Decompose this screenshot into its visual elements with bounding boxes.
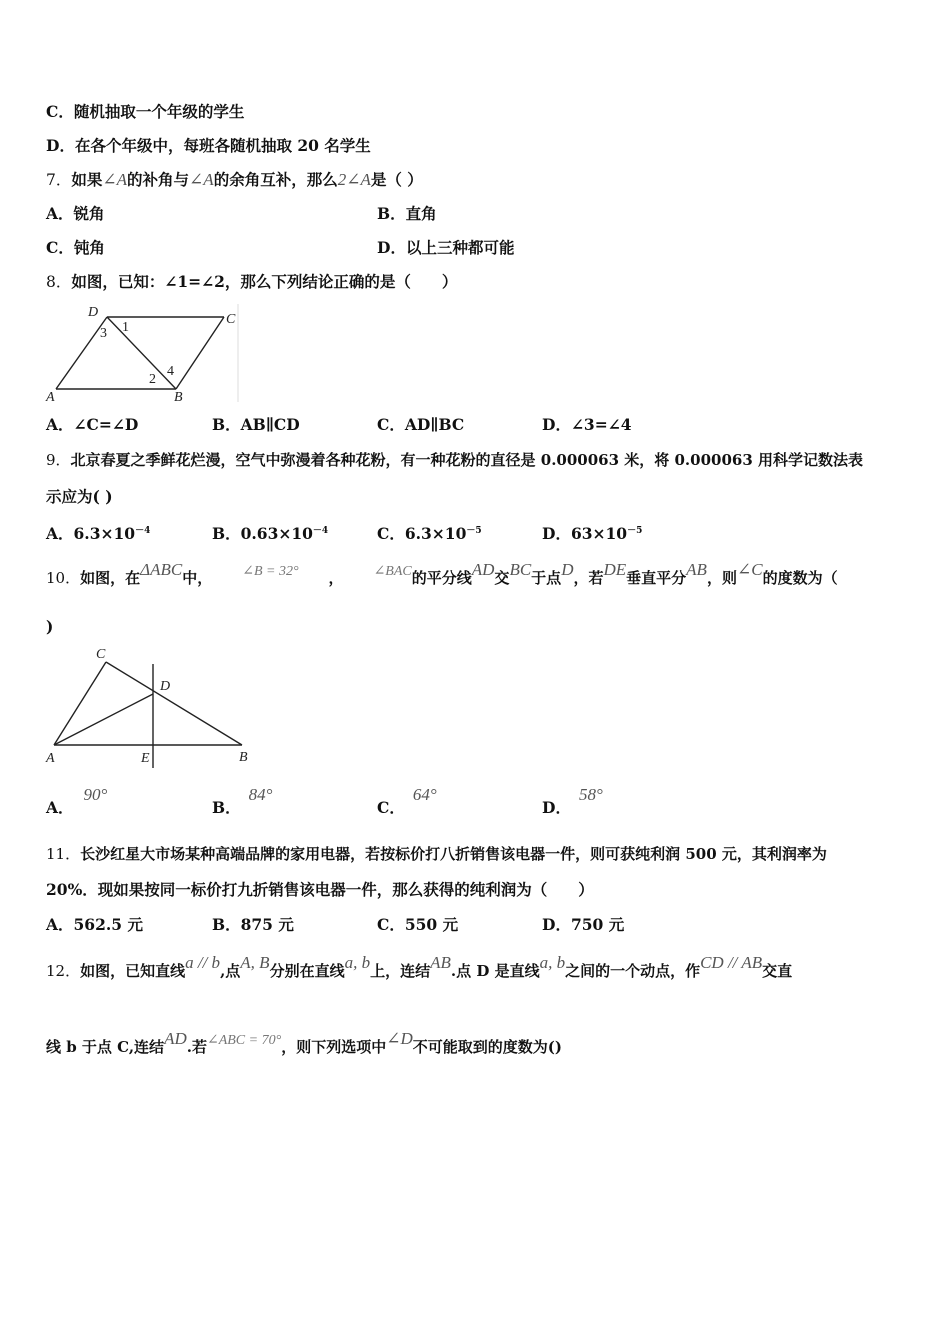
q9-option-a-base: A．6.3×10 [46,524,136,544]
q8-stem [46,271,457,293]
q7-math-2-angle-a: 2∠A [337,170,371,189]
q12-text: 线 b 于点 C,连结 [46,1038,165,1056]
q9-option-a-exponent: －4 [135,526,151,536]
q9-option-a [46,520,150,545]
segment-bc [176,317,224,389]
q8-option-d: D．∠3=∠4 [542,415,632,434]
q10-text: 的度数为（ [762,569,838,587]
q10-math-ad: AD [471,560,495,579]
q12-stem-line1 [46,953,793,982]
q9-option-d [542,520,642,545]
q10-option-d [542,785,603,819]
label-angle-4: 4 [167,364,174,379]
q11-option-c: C．550 元 [377,915,459,934]
q12-math-segment-ab: AB [430,953,451,972]
q8-option-a: A．∠C=∠D [46,415,139,434]
q10-text: ，则 [706,569,737,587]
q12-math-cd-parallel-ab: CD // AB [700,953,763,972]
q10-math-triangle-abc: ΔABC [140,560,183,579]
q8-option-b: B．AB∥CD [212,415,300,434]
q12-text: 如图，已知直线 [80,962,186,980]
q12-text: ，则下列选项中 [281,1038,387,1056]
q12-text: 之间的一个动点，作 [565,962,701,980]
segment-cb [106,662,242,745]
q10-text: 交 [494,569,510,587]
q10-math-de: DE [603,560,627,579]
q10-option-c [377,785,437,819]
q12-math-lines-ab: a, b [344,953,371,972]
q9-option-b-base: B．0.63×10 [212,524,313,544]
label-angle-2: 2 [149,372,156,387]
label-angle-3: 3 [100,326,107,341]
label-d: D [160,679,171,694]
q10-math-angle-b: ∠B = 32° [242,564,299,579]
q12-text: 分别在直线 [269,962,345,980]
q11-stem-line1 [46,843,827,865]
q6-option-d: D．在各个年级中，每班各随机抽取 20 名学生 [46,136,371,155]
q11-text: 长沙红星大市场某种高端品牌的家用电器，若按标价打八折销售该电器一件，则可获纯利润 500 元，其利润率为 [80,845,827,863]
q11-number: 11． [46,845,81,863]
q9-option-c [377,520,482,545]
label-b: B [239,750,248,765]
q10-triangle-figure [44,644,264,770]
q7-option-b: B．直角 [377,204,437,223]
q9-option-d-base: D．63×10 [542,524,628,544]
q10-text: 如图，在 [80,569,141,587]
q10-text: ， [328,569,344,587]
q12-text: 上，连结 [370,962,431,980]
segment-db [107,317,176,389]
q9-number: 9． [46,451,71,469]
segment-ad [54,694,153,745]
q10-math-angle-c: ∠C [736,560,763,579]
q7-option-a: A．锐角 [46,204,105,223]
q8-option-c: C．AD∥BC [377,415,465,434]
q8-parallelogram-figure [44,300,242,406]
q12-math-angle-d: ∠D [386,1029,413,1048]
label-a: A [46,390,55,405]
q10-math-angle-bac: ∠BAC [373,564,412,579]
segment-ac [54,662,106,745]
q10-stem [46,560,838,591]
q9-option-d-exponent: －5 [627,526,643,536]
q11-stem-line2: 20%．现如果按同一标价打九折销售该电器一件，那么获得的纯利润为（ ） [46,880,594,899]
q9-option-b-exponent: －4 [312,526,329,536]
q10-math-ab: AB [686,560,707,579]
q8-text: 如图，已知：∠1=∠2，那么下列结论正确的是（ ） [71,272,458,291]
q10-option-d-label: D． [542,798,571,817]
q11-option-b: B．875 元 [212,915,294,934]
q7-option-c: C．钝角 [46,238,105,257]
q7-text: 如果 [71,170,103,189]
label-angle-1: 1 [122,320,129,335]
q12-stem-line2 [46,1029,562,1060]
q10-option-b [212,785,273,819]
q10-option-a [46,785,108,819]
q10-option-a-label: A． [46,798,74,817]
label-e: E [141,751,150,766]
q10-math-d: D [561,560,574,579]
label-a: A [46,751,55,766]
q7-number: 7． [46,171,72,189]
q10-stem-close: ) [46,617,54,636]
q10-option-a-value: 90° [83,785,108,804]
q9-option-c-exponent: －5 [466,526,482,536]
q6-option-c: C．随机抽取一个年级的学生 [46,102,245,121]
q8-number: 8． [46,273,72,291]
q9-option-b [212,520,328,545]
q10-math-bc: BC [509,560,532,579]
q10-text: 于点 [531,569,562,587]
q12-text: 不可能取到的度数为() [412,1038,562,1056]
q12-number: 12． [46,962,81,980]
q12-math-lines-ab: a, b [539,953,566,972]
q9-text: 北京春夏之季鲜花烂漫，空气中弥漫着各种花粉，有一种花粉的直径是 0.000063 米，将 0.000063 用科学记数法表 [70,451,864,469]
q9-stem-line2: 示应为( ) [46,487,113,506]
q12-text: 交直 [762,962,793,980]
q7-text: 的余角互补，那么 [213,170,338,189]
q12-text: .点 D 是直线 [450,962,540,980]
q12-math-ad: AD [164,1029,187,1048]
q10-option-c-value: 64° [412,785,437,804]
q10-text: 中， [182,569,213,587]
q7-option-d: D．以上三种都可能 [377,238,515,257]
q10-text: 的平分线 [411,569,472,587]
q7-text: 是（ ） [370,170,423,189]
label-c: C [96,647,106,662]
q11-option-a: A．562.5 元 [46,915,143,934]
q9-option-c-base: C．6.3×10 [377,524,467,544]
q7-math-angle-a: ∠A [189,170,214,189]
q7-stem [46,169,423,191]
q10-option-d-value: 58° [578,785,603,804]
q9-stem-line1 [46,449,863,471]
q12-text: ,点 [220,962,241,980]
q12-text: .若 [186,1038,207,1056]
q10-text: 垂直平分 [626,569,687,587]
q10-number: 10． [46,569,81,587]
q7-text: 的补角与 [127,170,190,189]
label-c: C [226,312,236,327]
q10-option-b-label: B． [212,798,241,817]
q10-text: ，若 [573,569,604,587]
q10-option-c-label: C． [377,798,405,817]
q10-option-b-value: 84° [248,785,273,804]
q12-math-angle-abc: ∠ABC = 70° [206,1033,282,1048]
label-d: D [88,305,99,320]
q12-math-a-parallel-b: a // b [185,953,221,972]
q12-math-points-ab: A, B [240,953,270,972]
q7-math-angle-a: ∠A [102,170,128,189]
label-b: B [174,390,183,405]
q11-option-d: D．750 元 [542,915,625,934]
